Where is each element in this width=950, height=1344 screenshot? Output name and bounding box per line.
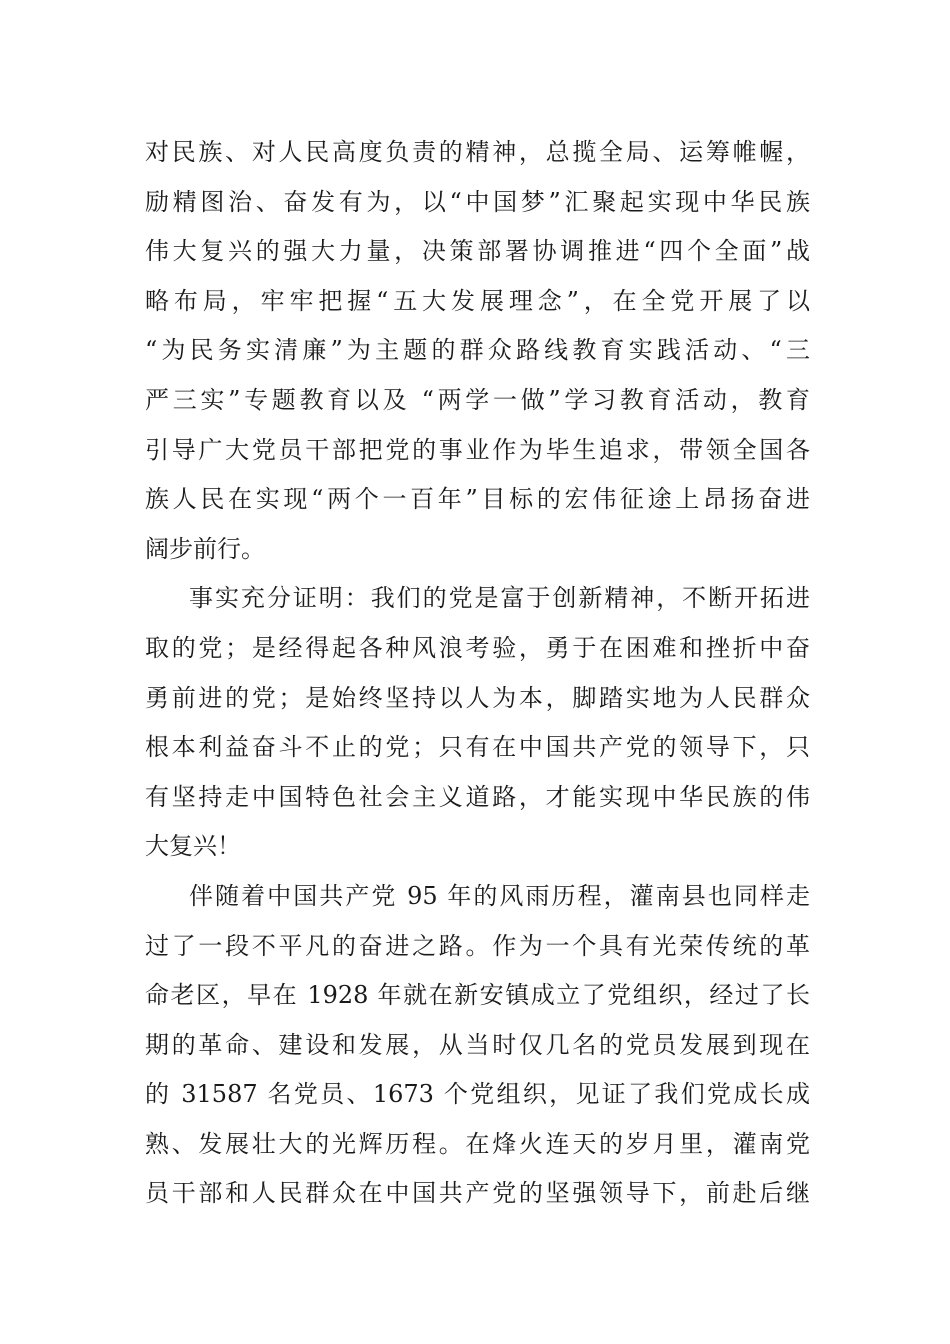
text-line: 大复兴！ (145, 832, 241, 861)
text-line: 伴随着中国共产党 95 年的风雨历程，灌南县也同样走 (189, 881, 810, 910)
document-body (145, 128, 810, 1219)
text-line: 略布局，牢牢把握“五大发展理念”，在全党开展了以 (145, 286, 810, 315)
text-line: 励精图治、奋发有为，以“中国梦”汇聚起实现中华民族 (145, 187, 810, 216)
text-line: “为民务实清廉”为主题的群众路线教育实践活动、“三 (145, 336, 810, 365)
text-line: 事实充分证明：我们的党是富于创新精神，不断开拓进 (189, 584, 810, 613)
text-line: 严三实”专题教育以及 “两学一做”学习教育活动，教育 (145, 385, 810, 414)
text-line: 根本利益奋斗不止的党；只有在中国共产党的领导下，只 (145, 733, 810, 762)
text-line: 勇前进的党；是始终坚持以人为本，脚踏实地为人民群众 (145, 683, 810, 712)
text-line: 命老区，早在 1928 年就在新安镇成立了党组织，经过了长 (145, 981, 810, 1010)
text-line: 期的革命、建设和发展，从当时仅几名的党员发展到现在 (145, 1030, 810, 1059)
text-line: 有坚持走中国特色社会主义道路，才能实现中华民族的伟 (145, 782, 810, 811)
text-line: 熟、发展壮大的光辉历程。在烽火连天的岁月里，灌南党 (145, 1129, 810, 1158)
text-line: 阔步前行。 (145, 534, 265, 563)
text-line: 的 31587 名党员、1673 个党组织，见证了我们党成长成 (145, 1080, 810, 1109)
text-line: 引导广大党员干部把党的事业作为毕生追求，带领全国各 (145, 435, 810, 464)
text-line: 对民族、对人民高度负责的精神，总揽全局、运筹帷幄， (145, 138, 810, 166)
text-line: 伟大复兴的强大力量，决策部署协调推进“四个全面”战 (145, 237, 810, 266)
text-line: 取的党；是经得起各种风浪考验，勇于在困难和挫折中奋 (145, 633, 810, 662)
text-line: 过了一段不平凡的奋进之路。作为一个具有光荣传统的革 (145, 931, 810, 960)
text-line: 员干部和人民群众在中国共产党的坚强领导下，前赴后继 (145, 1179, 810, 1208)
text-line: 族人民在实现“两个一百年”目标的宏伟征途上昂扬奋进 (145, 485, 810, 514)
